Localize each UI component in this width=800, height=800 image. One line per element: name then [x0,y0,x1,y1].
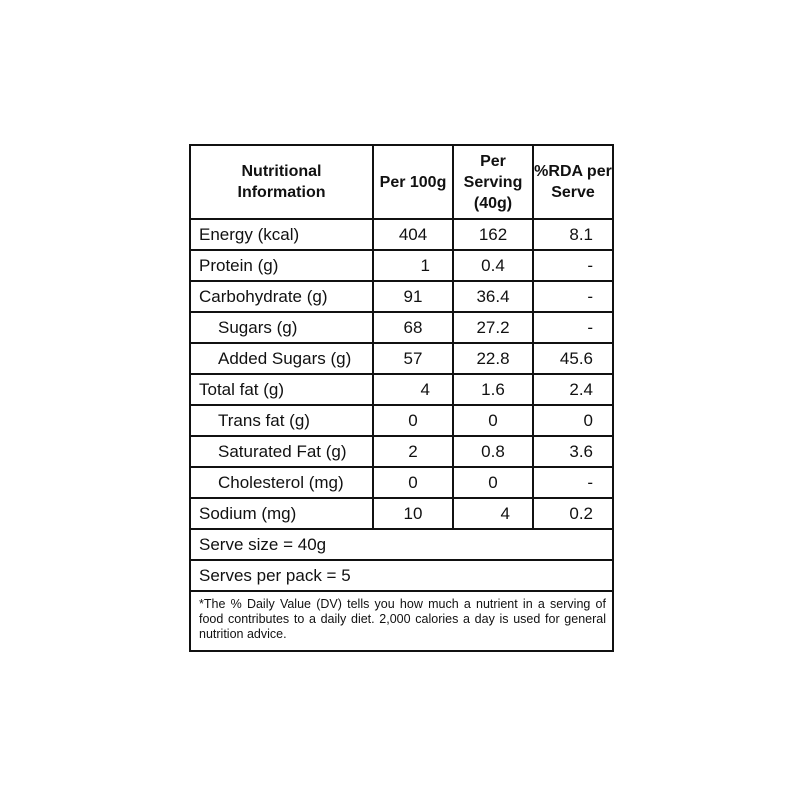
header-name-text: Nutritional Information [237,163,326,201]
nutrient-name: Trans fat (g) [190,405,373,436]
value-per-serving: 36.4 [453,281,533,312]
nutrient-name: Carbohydrate (g) [190,281,373,312]
table-row [190,498,613,529]
value-per-serving: 4 [453,498,533,529]
footnote: *The % Daily Value (DV) tells you how much a nutrient in a serving of food contributes to a daily diet. 2,000 calories a day is used for general nutrition advice. [190,591,613,651]
value-per-serving: 0.8 [453,436,533,467]
nutrient-name: Energy (kcal) [190,219,373,250]
header-per-serving [453,145,533,219]
nutrient-name: Protein (g) [190,250,373,281]
nutrient-name: Sugars (g) [190,312,373,343]
header-nutritional-information [190,145,373,219]
value-rda: 0.2 [533,498,613,529]
value-per-100g: 1 [373,250,453,281]
value-per-serving: 22.8 [453,343,533,374]
value-per-serving: 0.4 [453,250,533,281]
table-row [190,405,613,436]
nutrient-name: Sodium (mg) [190,498,373,529]
value-rda: 0 [533,405,613,436]
table-row [190,467,613,498]
nutrition-label [189,144,612,652]
table-row [190,374,613,405]
value-per-serving: 1.6 [453,374,533,405]
serves-per-pack-row [190,560,613,591]
header-rda [533,145,613,219]
value-per-100g: 404 [373,219,453,250]
value-per-100g: 0 [373,405,453,436]
value-rda: - [533,467,613,498]
table-row [190,312,613,343]
table-row [190,250,613,281]
serves-per-pack: Serves per pack = 5 [190,560,613,591]
header-per-serving-text: Per Serving (40g) [463,152,523,212]
value-per-100g: 0 [373,467,453,498]
nutrient-name: Saturated Fat (g) [190,436,373,467]
serve-size-row [190,529,613,560]
value-rda: - [533,281,613,312]
value-rda: 8.1 [533,219,613,250]
header-row [190,145,613,219]
nutrition-table [189,144,614,652]
header-rda-text: %RDA per Serve [534,163,612,201]
table-row [190,281,613,312]
table-row [190,436,613,467]
value-rda: 3.6 [533,436,613,467]
nutrient-name: Total fat (g) [190,374,373,405]
value-per-100g: 91 [373,281,453,312]
table-row [190,343,613,374]
table-row [190,219,613,250]
value-per-100g: 2 [373,436,453,467]
nutrient-name: Added Sugars (g) [190,343,373,374]
header-per-100g-text: Per 100g [379,173,447,191]
value-per-100g: 68 [373,312,453,343]
serve-size: Serve size = 40g [190,529,613,560]
header-per-100g [373,145,453,219]
value-rda: - [533,312,613,343]
value-rda: 2.4 [533,374,613,405]
value-per-100g: 10 [373,498,453,529]
nutrient-name: Cholesterol (mg) [190,467,373,498]
value-per-serving: 162 [453,219,533,250]
value-per-100g: 57 [373,343,453,374]
value-per-serving: 27.2 [453,312,533,343]
footnote-row [190,591,613,651]
value-per-serving: 0 [453,467,533,498]
value-per-serving: 0 [453,405,533,436]
value-per-100g: 4 [373,374,453,405]
value-rda: 45.6 [533,343,613,374]
value-rda: - [533,250,613,281]
